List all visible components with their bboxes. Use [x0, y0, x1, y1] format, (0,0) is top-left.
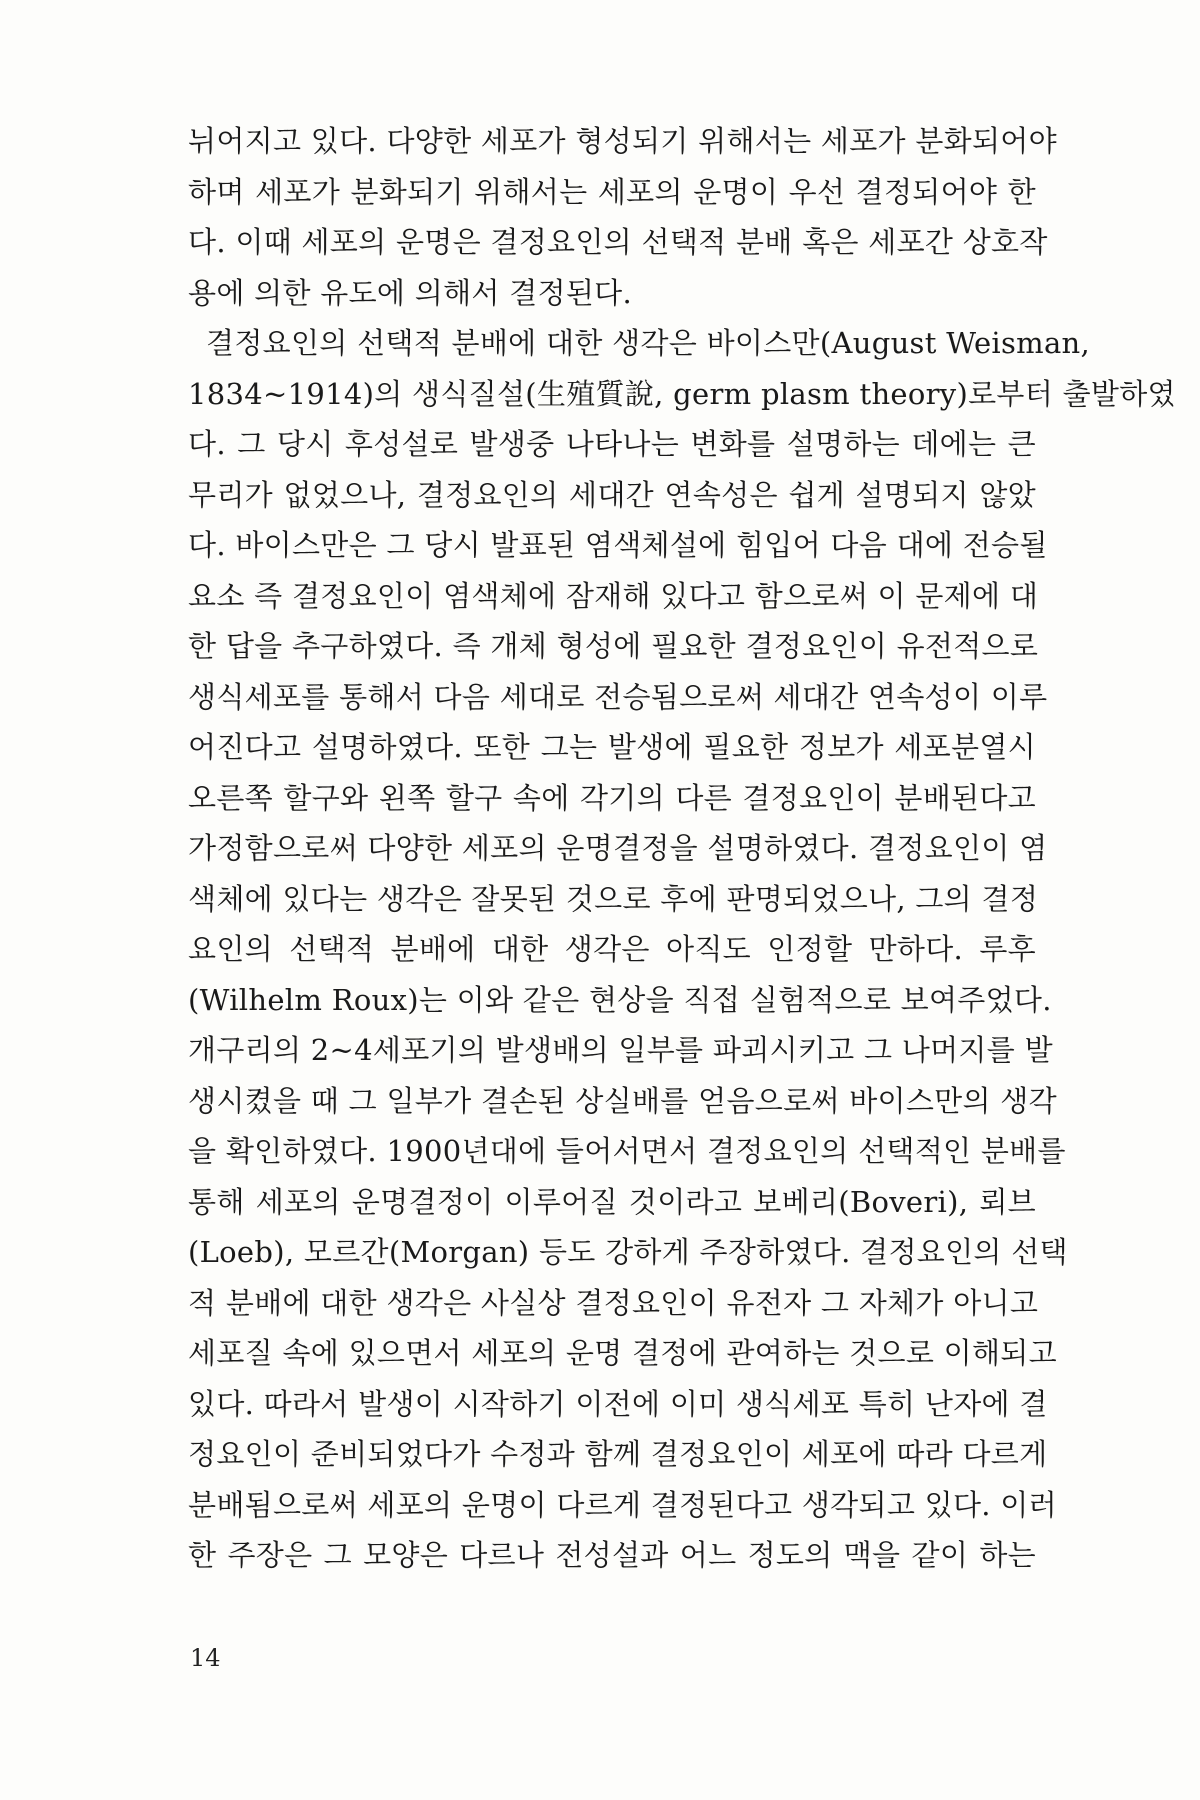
- text-line: (Loeb), 모르간(Morgan) 등도 강하게 주장하였다. 결정요인의 선택: [188, 1235, 1068, 1269]
- text-line: 개구리의 2~4세포기의 발생배의 일부를 파괴시키고 그 나머지를 발: [188, 1033, 1053, 1067]
- text-line: 오른쪽 할구와 왼쪽 할구 속에 각기의 다른 결정요인이 분배된다고: [188, 780, 1036, 815]
- text-line: 적 분배에 대한 생각은 사실상 결정요인이 유전자 그 자체가 아니고: [188, 1285, 1039, 1320]
- text-line: 결정요인의 선택적 분배에 대한 생각은 바이스만(August Weisman,: [206, 326, 1091, 360]
- text-line: 통해 세포의 운명결정이 이루어질 것이라고 보베리(Boveri), 뢰브: [188, 1184, 1036, 1219]
- text-line: 정요인이 준비되었다가 수정과 함께 결정요인이 세포에 따라 다르게: [188, 1437, 1048, 1471]
- text-line: 생식세포를 통해서 다음 세대로 전승됨으로써 세대간 연속성이 이루: [188, 679, 1048, 714]
- text-line: 다. 그 당시 후성설로 발생중 나타나는 변화를 설명하는 데에는 큰: [188, 427, 1036, 461]
- body-text: [188, 116, 1176, 1581]
- text-line: 다. 바이스만은 그 당시 발표된 염색체설에 힘입어 다음 대에 전승될: [188, 528, 1048, 562]
- paragraph: [188, 318, 1176, 1581]
- text-line: 요소 즉 결정요인이 염색체에 잠재해 있다고 함으로써 이 문제에 대: [188, 578, 1039, 613]
- text-line: 하며 세포가 분화되기 위해서는 세포의 운명이 우선 결정되어야 한: [188, 174, 1036, 209]
- text-line: 다. 이때 세포의 운명은 결정요인의 선택적 분배 혹은 세포간 상호작: [188, 225, 1048, 259]
- text-line: 어진다고 설명하였다. 또한 그는 발생에 필요한 정보가 세포분열시: [188, 730, 1036, 764]
- page-number: 14: [190, 1644, 221, 1672]
- text-line: 을 확인하였다. 1900년대에 들어서면서 결정요인의 선택적인 분배를: [188, 1134, 1066, 1168]
- text-line: 1834~1914)의 생식질설(生殖質說, germ plasm theory)로부터 출발하였: [188, 376, 1176, 411]
- text-line: 요인의 선택적 분배에 대한 생각은 아직도 인정할 만하다. 루후: [188, 932, 1036, 966]
- text-line: 가정함으로써 다양한 세포의 운명결정을 설명하였다. 결정요인이 염: [188, 831, 1048, 865]
- text-line: 세포질 속에 있으면서 세포의 운명 결정에 관여하는 것으로 이해되고: [188, 1336, 1057, 1370]
- text-line: (Wilhelm Roux)는 이와 같은 현상을 직접 실험적으로 보여주었다.: [188, 982, 1052, 1017]
- paragraph: [188, 116, 1057, 318]
- text-line: 생시켰을 때 그 일부가 결손된 상실배를 얻음으로써 바이스만의 생각: [188, 1083, 1057, 1118]
- text-line: 한 답을 추구하였다. 즉 개체 형성에 필요한 결정요인이 유전적으로: [188, 629, 1039, 663]
- text-line: 무리가 없었으나, 결정요인의 세대간 연속성은 쉽게 설명되지 않았: [188, 477, 1036, 512]
- text-line: 뉘어지고 있다. 다양한 세포가 형성되기 위해서는 세포가 분화되어야: [188, 124, 1057, 158]
- text-line: 용에 의한 유도에 의해서 결정된다.: [188, 275, 632, 310]
- text-line: 분배됨으로써 세포의 운명이 다르게 결정된다고 생각되고 있다. 이러: [188, 1487, 1057, 1522]
- text-line: 색체에 있다는 생각은 잘못된 것으로 후에 판명되었으나, 그의 결정: [188, 881, 1039, 916]
- text-line: 있다. 따라서 발생이 시작하기 이전에 이미 생식세포 특히 난자에 결: [188, 1386, 1048, 1421]
- text-line: 한 주장은 그 모양은 다르나 전성설과 어느 정도의 맥을 같이 하는: [188, 1538, 1036, 1572]
